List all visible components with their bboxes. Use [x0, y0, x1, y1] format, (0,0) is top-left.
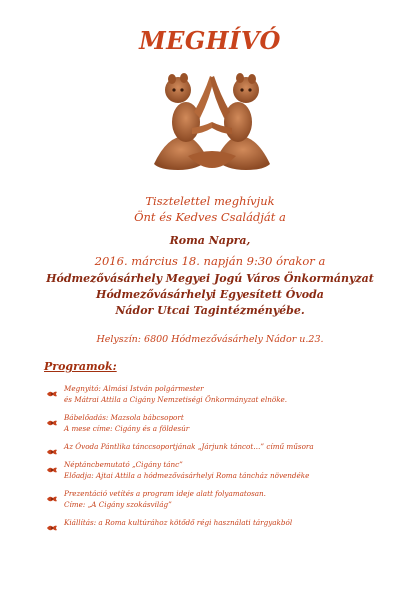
program-line-2: Előadja: Ajtai Attila a hódmezővásárhelyi Roma táncház növendéke: [64, 471, 310, 480]
page-title: MEGHÍVÓ: [139, 26, 281, 55]
program-item: [46, 459, 386, 481]
program-line-1: Megnyitó: Almási István polgármester: [64, 384, 204, 393]
program-line-2: A mese címe: Cigány és a földesúr: [64, 424, 190, 433]
institution-line-2: Hódmezővásárhelyi Egyesített Óvoda: [96, 288, 324, 301]
institution-line-1: Hódmezővásárhely Megyei Jogú Város Önkormányzat: [46, 272, 374, 285]
program-item: [46, 441, 386, 452]
ornament-bullet-icon: [46, 413, 58, 423]
ornament-bullet-icon: [46, 518, 58, 528]
program-line-2: és Mátrai Attila a Cigány Nemzetiségi Önkormányzat elnöke.: [64, 395, 288, 404]
program-item: [46, 488, 386, 510]
program-item: [46, 383, 386, 405]
ornament-bullet-icon: [46, 384, 58, 394]
program-line-1: Néptáncbemutató „Cigány tánc”: [64, 460, 183, 469]
invite-line-1: Tisztelettel meghívjuk: [145, 194, 275, 208]
program-line-1: Kiállítás: a Roma kultúrához kötődő régi használati tárgyakból: [64, 518, 293, 527]
ornament-bullet-icon: [46, 460, 58, 470]
program-item: [46, 517, 386, 528]
date-line: 2016. március 18. napján 9:30 órakor a: [94, 254, 326, 268]
event-name: Roma Napra,: [169, 234, 251, 247]
invite-line-2: Önt és Kedves Családját a: [134, 210, 286, 224]
program-line-1: Bábelőadás: Mazsola bábcsoport: [64, 413, 184, 422]
ornament-bullet-icon: [46, 442, 58, 452]
program-line-1: Prezentáció vetítés a program ideje alatt folyamatosan.: [64, 489, 266, 498]
program-line-2: Címe: „A Cigány szokásvilág”: [64, 500, 172, 509]
ornament-bullet-icon: [46, 489, 58, 499]
programs-list: [46, 383, 386, 535]
location-line: Helyszín: 6800 Hódmezővásárhely Nádor u.23.: [96, 334, 324, 345]
institution-line-3: Nádor Utcai Tagintézményébe.: [115, 304, 305, 317]
program-line-1: Az Óvoda Pántlika tánccsoportjának „Járjunk táncot…” című műsora: [64, 442, 314, 451]
clay-figures-illustration: [148, 64, 276, 174]
programs-heading: Programok:: [44, 360, 117, 373]
program-item: [46, 412, 386, 434]
